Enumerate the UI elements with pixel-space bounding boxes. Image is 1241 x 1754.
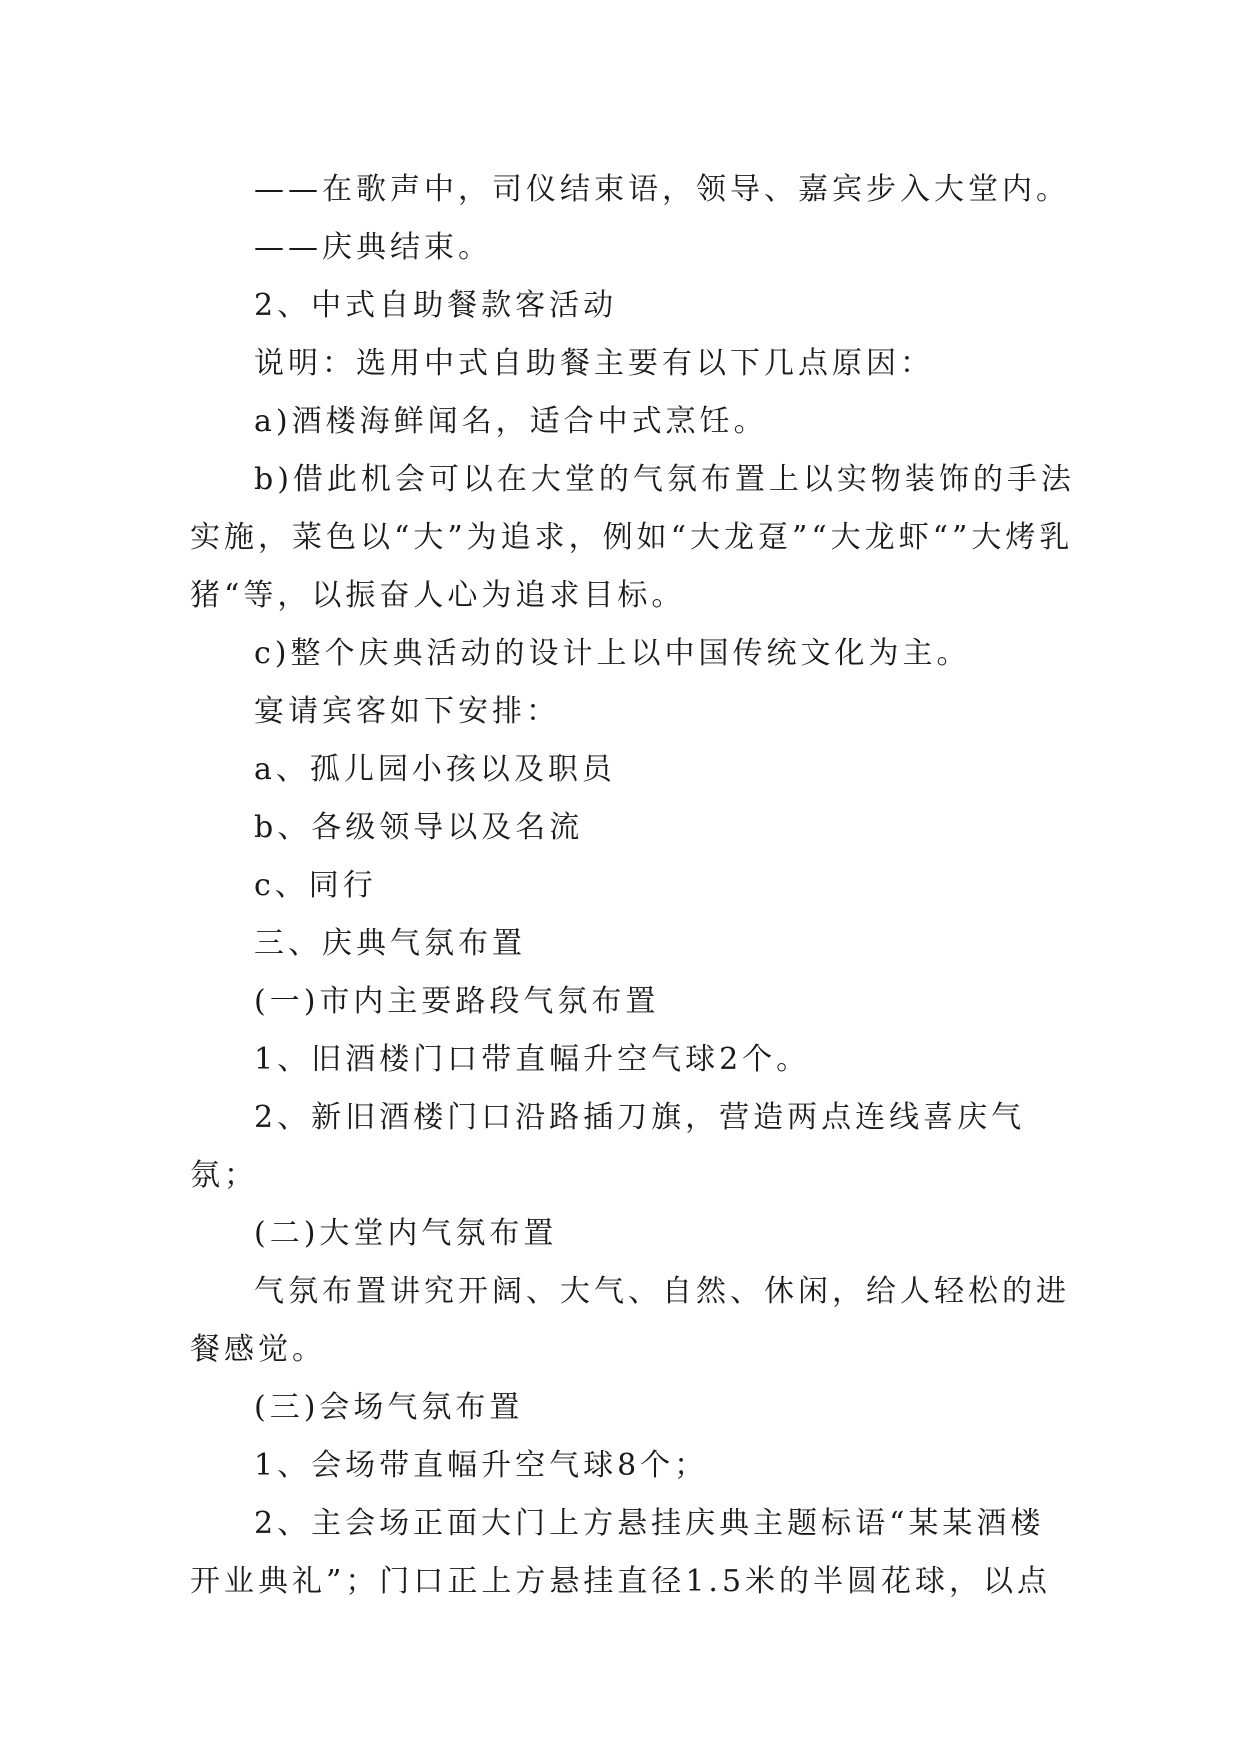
subsection-heading-lobby: (二)大堂内气氛布置 — [254, 1216, 558, 1251]
paragraph-explanation: 说明：选用中式自助餐主要有以下几点原因： — [254, 346, 934, 381]
paragraph-closing-remarks: ——在歌声中，司仪结束语，领导、嘉宾步入大堂内。 — [254, 172, 1070, 207]
subsection-heading-city-roads: (一)市内主要路段气氛布置 — [254, 984, 660, 1019]
list-item-flags: 2、新旧酒楼门口沿路插刀旗，营造两点连线喜庆气氛； — [190, 1100, 1026, 1193]
list-item-venue-banner: 2、主会场正面大门上方悬挂庆典主题标语“某某酒楼开业典礼”；门口正上方悬挂直径1.5米的半圆花球，以点 — [190, 1506, 1052, 1599]
section-heading-atmosphere: 三、庆典气氛布置 — [254, 926, 526, 961]
document-body — [190, 161, 1075, 1611]
list-item-reason-b: b)借此机会可以在大堂的气氛布置上以实物装饰的手法实施，菜色以“大”为追求，例如“大龙趸”“大龙虾“”大烤乳猪“等，以振奋人心为追求目标。 — [190, 462, 1075, 613]
list-item-balloons-old-restaurant: 1、旧酒楼门口带直幅升空气球2个。 — [254, 1042, 811, 1077]
list-item-guest-a: a、孤儿园小孩以及职员 — [254, 752, 616, 787]
paragraph-guest-arrangement: 宴请宾客如下安排： — [254, 694, 560, 729]
list-item-reason-a: a)酒楼海鲜闻名，适合中式烹饪。 — [254, 404, 768, 439]
paragraph-ceremony-end: ——庆典结束。 — [254, 230, 492, 265]
subsection-heading-venue: (三)会场气氛布置 — [254, 1390, 524, 1425]
list-item-guest-b: b、各级领导以及名流 — [254, 810, 584, 845]
section-heading-buffet: 2、中式自助餐款客活动 — [254, 288, 618, 323]
list-item-guest-c: c、同行 — [254, 868, 377, 903]
list-item-reason-c: c)整个庆典活动的设计上以中国传统文化为主。 — [254, 636, 971, 671]
paragraph-lobby-atmosphere: 气氛布置讲究开阔、大气、自然、休闲，给人轻松的进餐感觉。 — [190, 1274, 1070, 1367]
list-item-venue-balloons: 1、会场带直幅升空气球8个； — [254, 1448, 709, 1483]
